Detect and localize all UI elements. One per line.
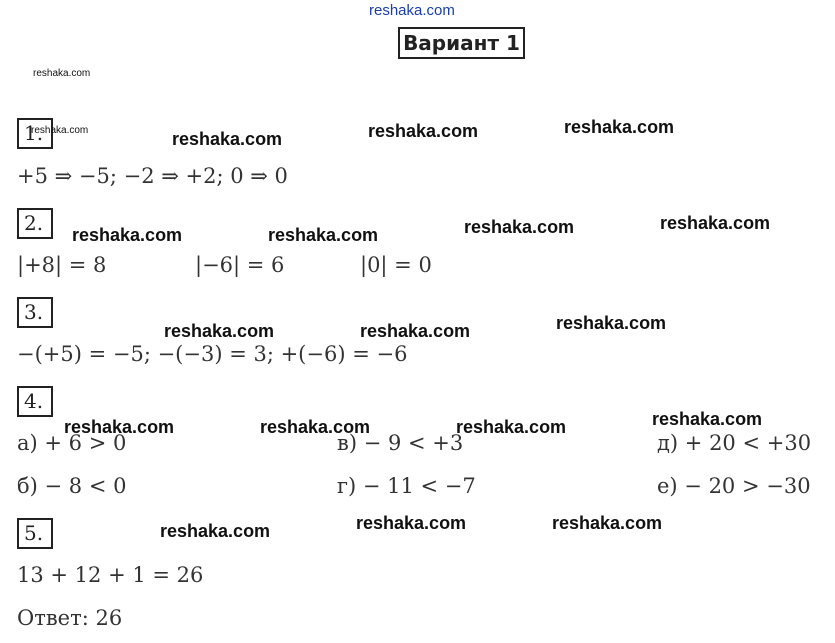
watermark: reshaka.com <box>160 521 271 541</box>
watermark: reshaka.com <box>172 129 283 149</box>
variant-title: Вариант 1 <box>398 27 525 59</box>
watermark: reshaka.com <box>356 513 467 533</box>
watermark: reshaka.com <box>268 225 379 245</box>
task-3-number: 3. <box>17 297 53 328</box>
watermark: reshaka.com <box>556 313 667 333</box>
task-5-expr: 13 + 12 + 1 = 26 <box>17 563 204 587</box>
watermark: reshaka.com <box>72 225 183 245</box>
watermark-small: reshaka.com <box>31 125 89 136</box>
task-5-answer: Ответ: 26 <box>17 606 123 630</box>
task-3-line: −(+5) = −5; −(−3) = 3; +(−6) = −6 <box>17 342 408 366</box>
watermark: reshaka.com <box>64 417 175 437</box>
task-2-expr-2: |−6| = 6 <box>195 253 285 277</box>
task-4-item-d: д) + 20 < +30 <box>657 431 812 455</box>
task-4-item-g: г) − 11 < −7 <box>337 474 476 498</box>
site-link[interactable]: reshaka.com <box>369 2 455 19</box>
watermark-small: reshaka.com <box>33 68 91 79</box>
watermark: reshaka.com <box>360 321 471 341</box>
watermark: reshaka.com <box>464 217 575 237</box>
task-4-item-a: а) + 6 > 0 <box>17 431 127 455</box>
watermark: reshaka.com <box>564 117 675 137</box>
task-4-item-b: б) − 8 < 0 <box>17 474 127 498</box>
task-2-expr-3: |0| = 0 <box>360 253 432 277</box>
watermark: reshaka.com <box>164 321 275 341</box>
watermark: reshaka.com <box>652 409 763 429</box>
watermark: reshaka.com <box>368 121 479 141</box>
watermark: reshaka.com <box>660 213 771 233</box>
task-2-number: 2. <box>17 208 53 239</box>
task-2-expr-1: |+8| = 8 <box>17 253 107 277</box>
task-4-item-v: в) − 9 < +3 <box>337 431 464 455</box>
watermark: reshaka.com <box>456 417 567 437</box>
task-5-number: 5. <box>17 518 53 549</box>
watermark: reshaka.com <box>260 417 371 437</box>
task-4-item-e: е) − 20 > −30 <box>657 474 811 498</box>
task-4-number: 4. <box>17 386 53 417</box>
task-1-line: +5 ⇒ −5; −2 ⇒ +2; 0 ⇒ 0 <box>17 164 288 188</box>
watermark: reshaka.com <box>552 513 663 533</box>
task-1-number: 1. <box>17 118 53 149</box>
